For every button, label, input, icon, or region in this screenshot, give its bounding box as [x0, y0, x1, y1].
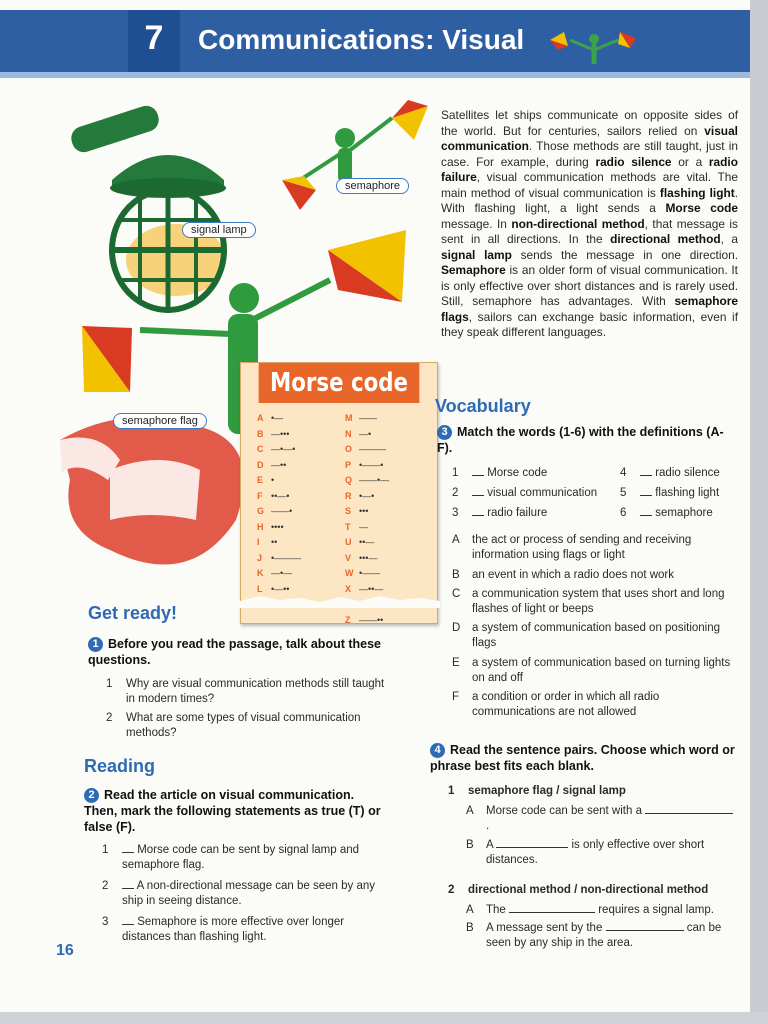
morse-card-title: Morse code: [259, 363, 420, 403]
exercise-4-instruction: [430, 742, 735, 774]
question-number: 1: [106, 678, 113, 690]
definition-item: [452, 533, 737, 565]
article-segment: . With flashing light, a light sends a: [441, 185, 738, 215]
word-number: 2: [452, 487, 459, 499]
morse-symbol: ——•—: [359, 475, 390, 485]
morse-symbol: •——: [359, 568, 381, 578]
vocabulary-instruction-text: Match the words (1-6) with the definitions (A-F).: [437, 425, 724, 455]
sentence-text: [486, 903, 736, 918]
morse-entry: [345, 429, 371, 439]
pair-sentence-b: [466, 921, 736, 955]
answer-blank[interactable]: [496, 847, 568, 848]
key-term: Semaphore: [441, 263, 506, 277]
morse-letter: T: [345, 521, 351, 532]
definition-item: [452, 690, 737, 722]
morse-letter: W: [345, 568, 354, 578]
article-segment: . Those methods are still taught, just in case. For example, during: [441, 139, 738, 169]
definition-text: a communication system that uses short and long flashes of light or beeps: [472, 588, 725, 615]
word-number: 1: [452, 467, 459, 479]
definition-item: [452, 656, 737, 688]
morse-symbol: •—: [271, 413, 284, 423]
sentence-text: [486, 804, 736, 834]
get-ready-heading: Get ready!: [88, 603, 178, 623]
vocabulary-word: [452, 486, 612, 502]
statement-number: 3: [102, 916, 109, 928]
sentence-letter: B: [466, 922, 474, 934]
word-number: 5: [620, 487, 627, 499]
morse-entry: [257, 444, 295, 454]
vocabulary-word: [452, 506, 612, 522]
morse-letter: M: [345, 413, 353, 423]
word-text: visual communication: [487, 487, 598, 499]
morse-entry: [345, 444, 386, 454]
vocabulary-word: [452, 466, 612, 482]
pair-sentence-a: [466, 804, 736, 838]
answer-blank[interactable]: [472, 475, 484, 476]
question-text: Why are visual communication methods still taught in modern times?: [126, 678, 385, 705]
pair-number: 2: [448, 884, 455, 896]
morse-entry: [257, 568, 292, 578]
key-term: signal lamp: [441, 247, 512, 262]
morse-symbol: •———: [271, 552, 302, 563]
morse-letter: G: [257, 506, 265, 516]
statement-body: A non-directional message can be seen by any ship in seeing distance.: [122, 880, 376, 907]
morse-letter: C: [257, 444, 264, 454]
definition-text: the act or process of sending and receiving information using flags or light: [472, 534, 692, 561]
label-semaphore-flag: semaphore flag: [113, 413, 207, 429]
torn-paper-edge: [0, 592, 440, 608]
definition-letter: D: [452, 622, 461, 634]
answer-blank[interactable]: [122, 888, 134, 889]
morse-letter: P: [345, 459, 352, 470]
sentence-start: The: [486, 904, 506, 916]
sentence-end: .: [486, 820, 490, 832]
article-segment: , a: [720, 232, 738, 246]
morse-entry: [257, 522, 284, 532]
word-entry: [472, 506, 547, 521]
statement-body: Semaphore is more effective over longer distances than flashing light.: [122, 916, 345, 943]
morse-symbol: •••: [359, 506, 369, 516]
sentence-text: [486, 838, 741, 868]
morse-symbol: •••—: [359, 552, 378, 563]
statement-text: [122, 915, 388, 945]
morse-letter: K: [257, 568, 264, 578]
key-term: radio failure: [441, 154, 738, 184]
page-number: 16: [56, 942, 74, 959]
word-number: 6: [620, 507, 627, 519]
morse-letter: F: [257, 490, 263, 501]
definition-item: [452, 587, 737, 619]
page-edge-right: [750, 0, 768, 1024]
morse-symbol: ——•: [271, 506, 293, 516]
exercise-4-instruction-text: Read the sentence pairs. Choose which word or phrase best fits each blank.: [430, 743, 735, 773]
exercise-2-badge: 2: [84, 788, 99, 803]
morse-entry: [345, 491, 374, 501]
morse-letter: X: [345, 583, 352, 594]
morse-entry: [257, 537, 277, 547]
morse-entry: [345, 537, 374, 547]
morse-entry: [345, 475, 389, 485]
morse-code-card: [240, 362, 438, 624]
morse-symbol: —•: [359, 428, 372, 439]
header-accent-band: [0, 72, 750, 78]
answer-blank[interactable]: [509, 912, 595, 913]
morse-entry: [257, 413, 283, 423]
sentence-text: [486, 921, 741, 951]
sentence-letter: B: [466, 839, 474, 851]
morse-letter: I: [257, 537, 260, 547]
statement-number: 2: [102, 880, 109, 892]
pair-heading: [448, 784, 738, 800]
vocabulary-instruction: [437, 424, 737, 456]
key-term: radio silence: [595, 154, 672, 169]
morse-symbol: —: [359, 521, 368, 532]
morse-symbol: ——••: [359, 614, 384, 625]
sentence-letter: A: [466, 904, 474, 916]
morse-letter: O: [345, 444, 353, 454]
morse-entry: [257, 475, 274, 485]
morse-symbol: •: [271, 475, 275, 485]
get-ready-instruction: [88, 636, 388, 668]
answer-blank[interactable]: [122, 924, 134, 925]
word-number: 4: [620, 467, 627, 479]
morse-entry: [345, 568, 380, 578]
key-term: semaphore flags: [441, 294, 738, 324]
morse-letter: J: [257, 552, 263, 563]
key-term: flashing light: [659, 185, 735, 200]
sentence-start: A: [486, 839, 494, 851]
answer-blank[interactable]: [122, 852, 134, 853]
morse-symbol: •—•: [359, 490, 375, 501]
word-entry: [640, 466, 720, 481]
reading-instruction: [84, 787, 384, 835]
word-entry: [640, 506, 713, 521]
answer-blank[interactable]: [472, 515, 484, 516]
morse-letter: E: [257, 475, 264, 485]
answer-blank[interactable]: [645, 813, 733, 814]
label-signal-lamp: signal lamp: [182, 222, 256, 238]
word-text: flashing light: [655, 487, 720, 499]
answer-blank[interactable]: [640, 475, 652, 476]
morse-symbol: ——: [359, 413, 377, 423]
morse-entry: [345, 615, 383, 625]
article-segment: , that message is sent in all directions. In the: [441, 216, 739, 246]
definition-letter: F: [452, 691, 460, 703]
morse-letter: D: [257, 459, 264, 470]
question-number: 2: [106, 712, 113, 724]
morse-entry: [345, 553, 377, 563]
word-entry: [472, 466, 547, 481]
sentence-end: can be seen by any ship in the area.: [486, 922, 722, 949]
exercise-4-badge: 4: [430, 743, 445, 758]
definition-letter: E: [452, 657, 460, 669]
morse-letter: H: [257, 521, 264, 532]
pair-options: directional method / non-directional method: [468, 884, 709, 896]
answer-blank[interactable]: [472, 495, 484, 496]
article-text: [441, 108, 738, 341]
definition-item: [452, 621, 737, 653]
morse-symbol: —•—: [271, 568, 293, 578]
morse-symbol: •—••: [271, 583, 290, 594]
get-ready-instruction-text: Before you read the passage, talk about these questions.: [88, 637, 381, 667]
definition-letter: C: [452, 588, 461, 600]
morse-entry: [345, 506, 368, 516]
get-ready-question: [106, 677, 396, 707]
morse-entry: [257, 429, 289, 439]
morse-letter: S: [345, 506, 352, 516]
vocabulary-word: [620, 506, 750, 522]
exercise-3-badge: 3: [437, 425, 452, 440]
statement-text: [122, 879, 388, 909]
vocabulary-word: [620, 486, 750, 502]
morse-letter: Q: [345, 475, 353, 485]
sentence-end: requires a signal lamp.: [595, 904, 714, 916]
definition-text: a condition or order in which all radio communications are not allowed: [472, 691, 660, 718]
unit-title: Communications: Visual: [198, 24, 525, 55]
morse-letter: B: [257, 428, 264, 439]
morse-symbol: ••—: [359, 537, 375, 547]
morse-letter: V: [345, 552, 352, 563]
pair-sentence-b: [466, 838, 736, 872]
vocabulary-word: [620, 466, 750, 482]
key-term: non-directional method: [511, 216, 645, 231]
sentence-end: is only effective over short distances.: [486, 839, 705, 866]
morse-symbol: —•••: [271, 428, 290, 439]
definition-text: an event in which a radio does not work: [472, 569, 675, 581]
word-entry: [472, 486, 597, 501]
morse-entry: [345, 522, 368, 532]
word-text: semaphore: [655, 507, 713, 519]
page-edge-bottom: [0, 1012, 768, 1024]
definition-letter: A: [452, 534, 460, 546]
word-text: radio failure: [487, 507, 548, 519]
answer-blank[interactable]: [640, 495, 652, 496]
get-ready-question: [106, 711, 396, 741]
article-segment: message. In: [441, 216, 512, 231]
morse-symbol: ••••: [271, 521, 284, 532]
definition-letter: B: [452, 569, 460, 581]
morse-symbol: ••: [271, 537, 278, 547]
morse-entry: [257, 506, 292, 516]
article-segment: is an older form of visual communication. It is only effective over short distances and is rarely used. Still, semaphore has advantages. With: [441, 263, 738, 308]
reading-statement: [102, 843, 392, 873]
morse-letter: A: [257, 413, 264, 423]
question-text: What are some types of visual communication methods?: [126, 712, 361, 739]
morse-symbol: ———: [359, 444, 386, 454]
article-segment: , sailors can exchange basic information, even if they speak different languages.: [441, 309, 738, 339]
word-number: 3: [452, 507, 459, 519]
article-segment: Satellites let ships communicate on opposite sides of the world. But for centuries, sailors relied on: [441, 108, 738, 138]
word-entry: [640, 486, 719, 501]
morse-letter: R: [345, 490, 352, 501]
morse-entry: [345, 460, 383, 470]
morse-entry: [257, 553, 301, 563]
word-text: radio silence: [655, 467, 720, 479]
key-term: directional method: [610, 232, 721, 246]
article-segment: or a: [671, 154, 709, 169]
sentence-start: Morse code can be sent with a: [486, 805, 642, 817]
morse-symbol: —••—: [359, 583, 384, 594]
statement-body: Morse code can be sent by signal lamp and semaphore flag.: [122, 844, 360, 871]
reading-statement: [102, 879, 392, 909]
unit-header: [0, 10, 750, 72]
exercise-1-badge: 1: [88, 637, 103, 652]
key-term: visual communication: [441, 123, 738, 153]
answer-blank[interactable]: [606, 930, 684, 931]
morse-symbol: —•—•: [271, 444, 296, 454]
morse-symbol: •——•: [359, 459, 384, 470]
vocabulary-heading: Vocabulary: [435, 396, 531, 416]
article-segment: , visual communication methods are vital. The main method of visual communication is: [441, 170, 738, 200]
answer-blank[interactable]: [640, 515, 652, 516]
morse-entry: [345, 413, 377, 423]
article-segment: sends the message in one direction.: [511, 247, 739, 262]
sentence-start: A message sent by the: [486, 922, 603, 934]
reading-statement: [102, 915, 392, 945]
morse-entry: [257, 460, 286, 470]
morse-letter: U: [345, 537, 352, 547]
definition-text: a system of communication based on positioning flags: [472, 622, 721, 649]
morse-entry: [257, 491, 289, 501]
key-term: Morse code: [665, 201, 739, 215]
reading-heading: Reading: [84, 756, 156, 776]
morse-letter: N: [345, 428, 352, 439]
statement-number: 1: [102, 844, 109, 856]
sentence-letter: A: [466, 805, 474, 817]
semaphore-figure-icon: [548, 30, 640, 66]
label-semaphore: semaphore: [336, 178, 409, 194]
statement-text: [122, 843, 388, 873]
pair-number: 1: [448, 785, 455, 797]
reading-instruction-text: Read the article on visual communication. Then, mark the following statements as true (T) or false (F).: [84, 788, 381, 834]
morse-symbol: ••—•: [271, 490, 290, 501]
unit-number: 7: [128, 10, 180, 72]
morse-letter: L: [257, 583, 263, 594]
pair-options: semaphore flag / signal lamp: [468, 785, 626, 797]
morse-letter: Z: [345, 614, 351, 625]
word-text: Morse code: [487, 467, 548, 479]
pair-heading: [448, 883, 738, 899]
definition-text: a system of communication based on turning lights on and off: [472, 657, 731, 684]
morse-symbol: —••: [271, 459, 287, 470]
